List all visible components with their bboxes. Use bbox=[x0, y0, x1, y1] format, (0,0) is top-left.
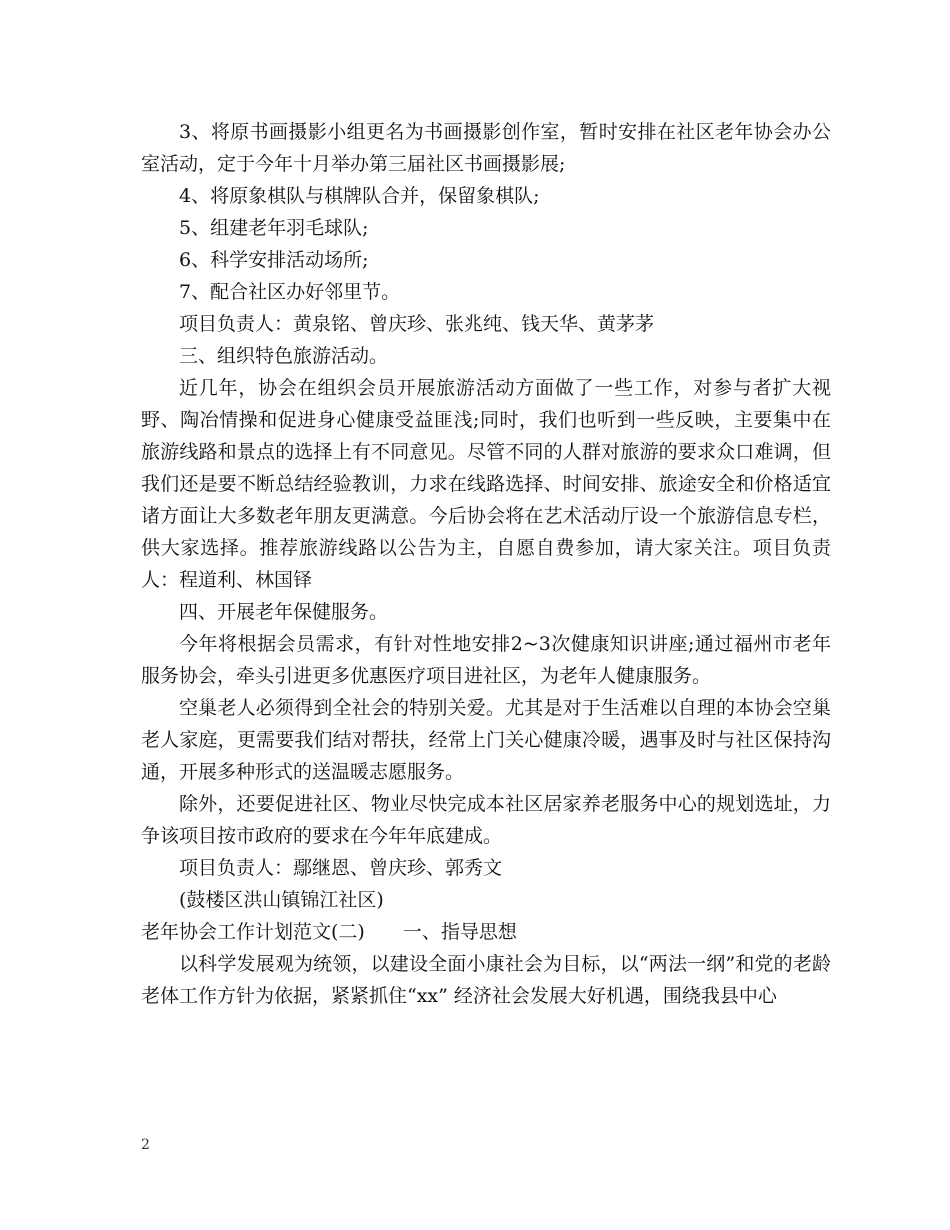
paragraph-item-6: 6、科学安排活动场所; bbox=[179, 249, 369, 271]
paragraph-item-7: 7、配合社区办好邻里节。 bbox=[179, 281, 401, 303]
document-body bbox=[141, 116, 831, 1012]
travel-paragraph: 近几年，协会在组织会员开展旅游活动方面做了一些工作，对参与者扩大视野、陶冶情操和促进身心健康受益匪浅;同时，我们也听到一些反映，主要集中在旅游线路和景点的选择上有不同意见。尽管不同的人群对旅游的要求众口难调，但我们还是要不断总结经验教训，力求在线路选择、时间安排、旅途安全和价格适宜诸方面让大多数老年朋友更满意。今后协会将在艺术活动厅设一个旅游信息专栏，供大家选择。推荐旅游线路以公告为主，自愿自费参加，请大家关注。项目负责人：程道利、林国铎 bbox=[141, 377, 831, 591]
health-paragraph: 今年将根据会员需求，有针对性地安排2~3次健康知识讲座;通过福州市老年服务协会，牵头引进更多优惠医疗项目进社区，为老年人健康服务。 bbox=[141, 633, 831, 687]
project-leaders-line-2: 项目负责人：鄢继恩、曾庆珍、郭秀文 bbox=[179, 857, 503, 879]
paragraph-item-3: 3、将原书画摄影小组更名为书画摄影创作室，暂时安排在社区老年协会办公室活动，定于今年十月举办第三届社区书画摄影展; bbox=[141, 121, 831, 175]
page-number: 2 bbox=[141, 1137, 150, 1153]
section-heading-travel: 三、组织特色旅游活动。 bbox=[179, 345, 389, 367]
guiding-thought-paragraph: 以科学发展观为统领，以建设全面小康社会为目标，以“两法一纲”和党的老龄老体工作方针为依据，紧紧抓住“xx” 经济社会发展大好机遇，围绕我县中心 bbox=[141, 953, 831, 1007]
paragraph-item-4: 4、将原象棋队与棋牌队合并，保留象棋队; bbox=[179, 185, 540, 207]
project-leaders-line: 项目负责人：黄泉铭、曾庆珍、张兆纯、钱天华、黄茅茅 bbox=[179, 313, 655, 335]
plan-title-heading: 老年协会工作计划范文(二) 一、指导思想 bbox=[141, 921, 517, 943]
community-service-paragraph: 除外，还要促进社区、物业尽快完成本社区居家养老服务中心的规划选址，力争该项目按市政府的要求在今年年底建成。 bbox=[141, 793, 831, 847]
paragraph-item-5: 5、组建老年羽毛球队; bbox=[179, 217, 369, 239]
elderly-care-paragraph: 空巢老人必须得到全社会的特别关爱。尤其是对于生活难以自理的本协会空巢老人家庭，更需要我们结对帮扶，经常上门关心健康冷暖，遇事及时与社区保持沟通，开展多种形式的送温暖志愿服务。 bbox=[141, 697, 831, 783]
section-heading-health: 四、开展老年保健服务。 bbox=[179, 601, 389, 623]
community-attribution: (鼓楼区洪山镇锦江社区) bbox=[179, 889, 384, 911]
